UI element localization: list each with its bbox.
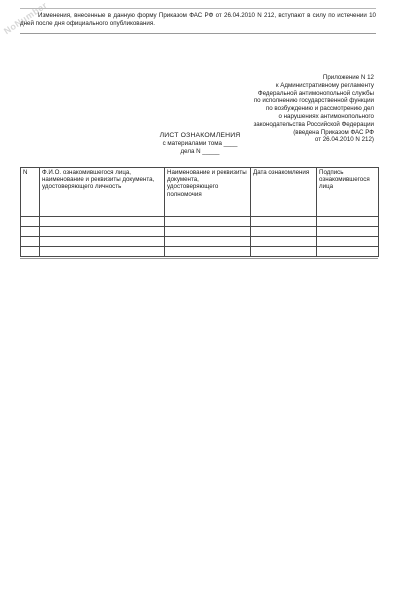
- header-full-name: Ф.И.О. ознакомившегося лица, наименование и реквизиты документа, удостоверяющего личность: [40, 168, 165, 217]
- appendix-line: (введена Приказом ФАС РФ: [293, 128, 374, 136]
- table-cell[interactable]: [251, 237, 317, 247]
- appendix-line: к Административному регламенту: [275, 81, 374, 89]
- table-cell[interactable]: [317, 227, 379, 237]
- table-cell[interactable]: [251, 227, 317, 237]
- table-cell[interactable]: [21, 237, 40, 247]
- appendix-line: о нарушениях антимонопольного: [278, 112, 374, 120]
- appendix-line: по возбуждению и рассмотрению дел: [265, 105, 374, 113]
- amendment-notice: Изменения, внесенные в данную форму Приказом ФАС РФ от 26.04.2010 N 212, вступают в силу по истечении 10 дней после дня официального опубликования.: [20, 12, 376, 27]
- header-authority-document: Наименование и реквизиты документа, удостоверяющего полномочия: [165, 168, 251, 217]
- table-cell[interactable]: [21, 247, 40, 257]
- table-cell[interactable]: [165, 217, 251, 227]
- appendix-line: от 26.04.2010 N 212): [314, 136, 374, 144]
- table-cell[interactable]: [21, 227, 40, 237]
- watermark-text: NoNumber: [2, 0, 50, 37]
- document-heading: [130, 132, 270, 156]
- table-row: [21, 247, 379, 257]
- header-signature: Подпись ознакомившегося лица: [317, 168, 379, 217]
- notice-top-rule: [20, 8, 376, 9]
- table-cell[interactable]: [317, 217, 379, 227]
- table-row: [21, 217, 379, 227]
- table-cell[interactable]: [165, 227, 251, 237]
- appendix-line: Федеральной антимонопольной службы: [257, 89, 374, 97]
- notice-bottom-rule: [20, 33, 376, 34]
- table-cell[interactable]: [40, 247, 165, 257]
- table-cell[interactable]: [251, 217, 317, 227]
- appendix-line: Приложение N 12: [322, 74, 374, 81]
- acquaintance-table: [20, 167, 379, 257]
- document-end-rule: [20, 258, 378, 259]
- table-cell[interactable]: [317, 237, 379, 247]
- table-cell[interactable]: [40, 237, 165, 247]
- appendix-line: по исполнению государственной функции: [253, 97, 374, 105]
- volume-line: с материалами тома ____: [162, 140, 238, 147]
- table-row: [21, 227, 379, 237]
- table-cell[interactable]: [165, 247, 251, 257]
- table-cell[interactable]: [40, 227, 165, 237]
- document-title: ЛИСТ ОЗНАКОМЛЕНИЯ: [159, 132, 241, 139]
- table-cell[interactable]: [21, 217, 40, 227]
- case-number-line: дела N _____: [180, 148, 220, 155]
- table-header-row: [21, 168, 379, 217]
- table-row: [21, 237, 379, 247]
- table-cell[interactable]: [165, 237, 251, 247]
- table-cell[interactable]: [317, 247, 379, 257]
- header-date: Дата ознакомления: [251, 168, 317, 217]
- table-cell[interactable]: [40, 217, 165, 227]
- header-number: N: [21, 168, 40, 217]
- table-cell[interactable]: [251, 247, 317, 257]
- appendix-line: законодательства Российской Федерации: [253, 120, 374, 128]
